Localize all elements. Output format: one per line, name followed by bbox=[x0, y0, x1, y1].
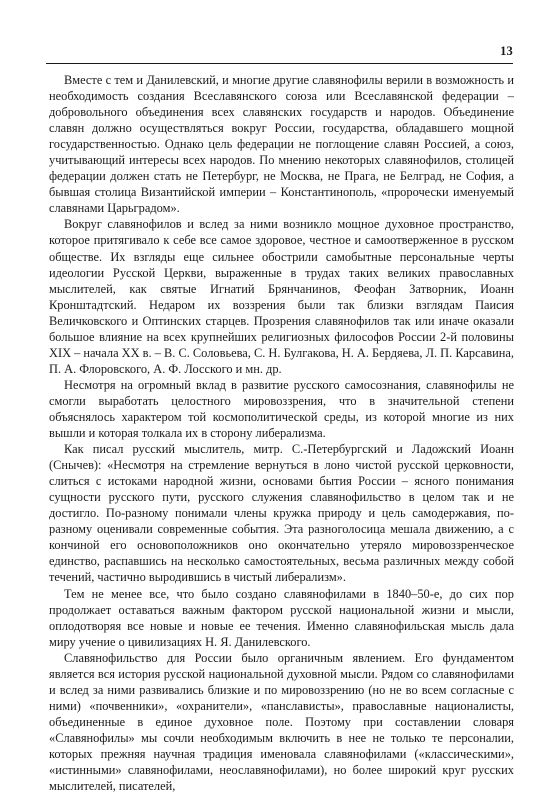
paragraph-4: Как писал русский мыслитель, митр. С.-Петербургский и Ладожский Иоанн (Снычев): «Несмотря на стремление вернуться в лоно чистой русской церковности, слиться с истоками народной жизни, основами бытия России – ясного понимания сущности русского пути, русского служения славянофильство в целом так и не достигло. По-разному понимали члены кружка природу и цель самодержавия, по-разному оценивали современные события. Эта разноголосица мешала движению, а с кончиной его основоположников оно окончательно утеряло мировоззренческое единство, распавшись на несколько самостоятельных, весьма различных между собой течений, частично выродившись в чистый либерализм». bbox=[49, 442, 514, 585]
paragraph-5: Тем не менее все, что было создано славянофилами в 1840–50-е, до сих пор продолжает оставаться важным фактором русской национальной жизни и мысли, оплодотворяя все новые и новые ее течения. Именно славянофильская мысль дала миру учение о цивилизациях Н. Я. Данилевского. bbox=[49, 586, 514, 649]
paragraph-6: Славянофильство для России было органичным явлением. Его фундаментом является вся история русской национальной духовной мысли. Рядом со славянофилами и вслед за ними развивались близкие и по мировоззрению (но не во всем согласные с ними) «почвенники», «охранители», «панслависты», православные националисты, объединенные в единое духовное поле. Поэтому при составлении словаря «Славянофилы» мы сочли необходимым включить в нее не только те персоналии, которых прежняя научная традиция именовала славянофилами («классическими», «истинными» славянофилами, неославянофилами), но более широкий круг русских мыслителей, писателей, bbox=[49, 650, 514, 794]
paragraph-3: Несмотря на огромный вклад в развитие русского самосознания, славянофилы не смогли выработать целостного мировоззрения, что в значительной степени объяснялось характером той космополитической среды, из которой многие из них вышли и которая толкала их в сторону либерализма. bbox=[49, 377, 514, 441]
paragraph-1: Вместе с тем и Данилевский, и многие другие славянофилы верили в возможность и необходимость создания Всеславянского союза или Всеславянской федерации – добровольного объединения всех славянских государств и народов. Объединение славян должно осуществляться вокруг России, государства, обладавшего мощной государственностью. Однако цель федерации не поглощение славян Россией, а союз, учитывающий интересы всех народов. По мнению некоторых славянофилов, столицей федерации должен стать не Петербург, не Москва, не Прага, не Белград, не София, а бывшая столица Византийской империи – Константинополь, «пророчески именуемый славянами Царьградом». bbox=[49, 73, 514, 216]
body-text bbox=[49, 72, 514, 794]
paragraph-2: Вокруг славянофилов и вслед за ними возникло мощное духовное пространство, которое притягивало к себе все самое здоровое, честное и самоотверженное в русском обществе. Их взгляды еще сильнее обострили самобытные персональные черты идеологии Русской Церкви, выраженные в трудах таких великих православных мыслителей, как святые Игнатий Брянчанинов, Феофан Затворник, Иоанн Кронштадтский. Недаром их воззрения были так близки взглядам Паисия Величковского и Оптинских старцев. Прозрения славянофилов так или иначе оказали большое влияние на всех крупнейших религиозных философов России 2-й половины XIX – начала XX в. – В. С. Соловьева, С. Н. Булгакова, Н. А. Бердяева, Л. П. Карсавина, П. А. Флоровского, А. Ф. Лосского и мн. др. bbox=[49, 217, 514, 376]
page-number: 13 bbox=[500, 44, 513, 58]
header-rule bbox=[46, 63, 513, 64]
